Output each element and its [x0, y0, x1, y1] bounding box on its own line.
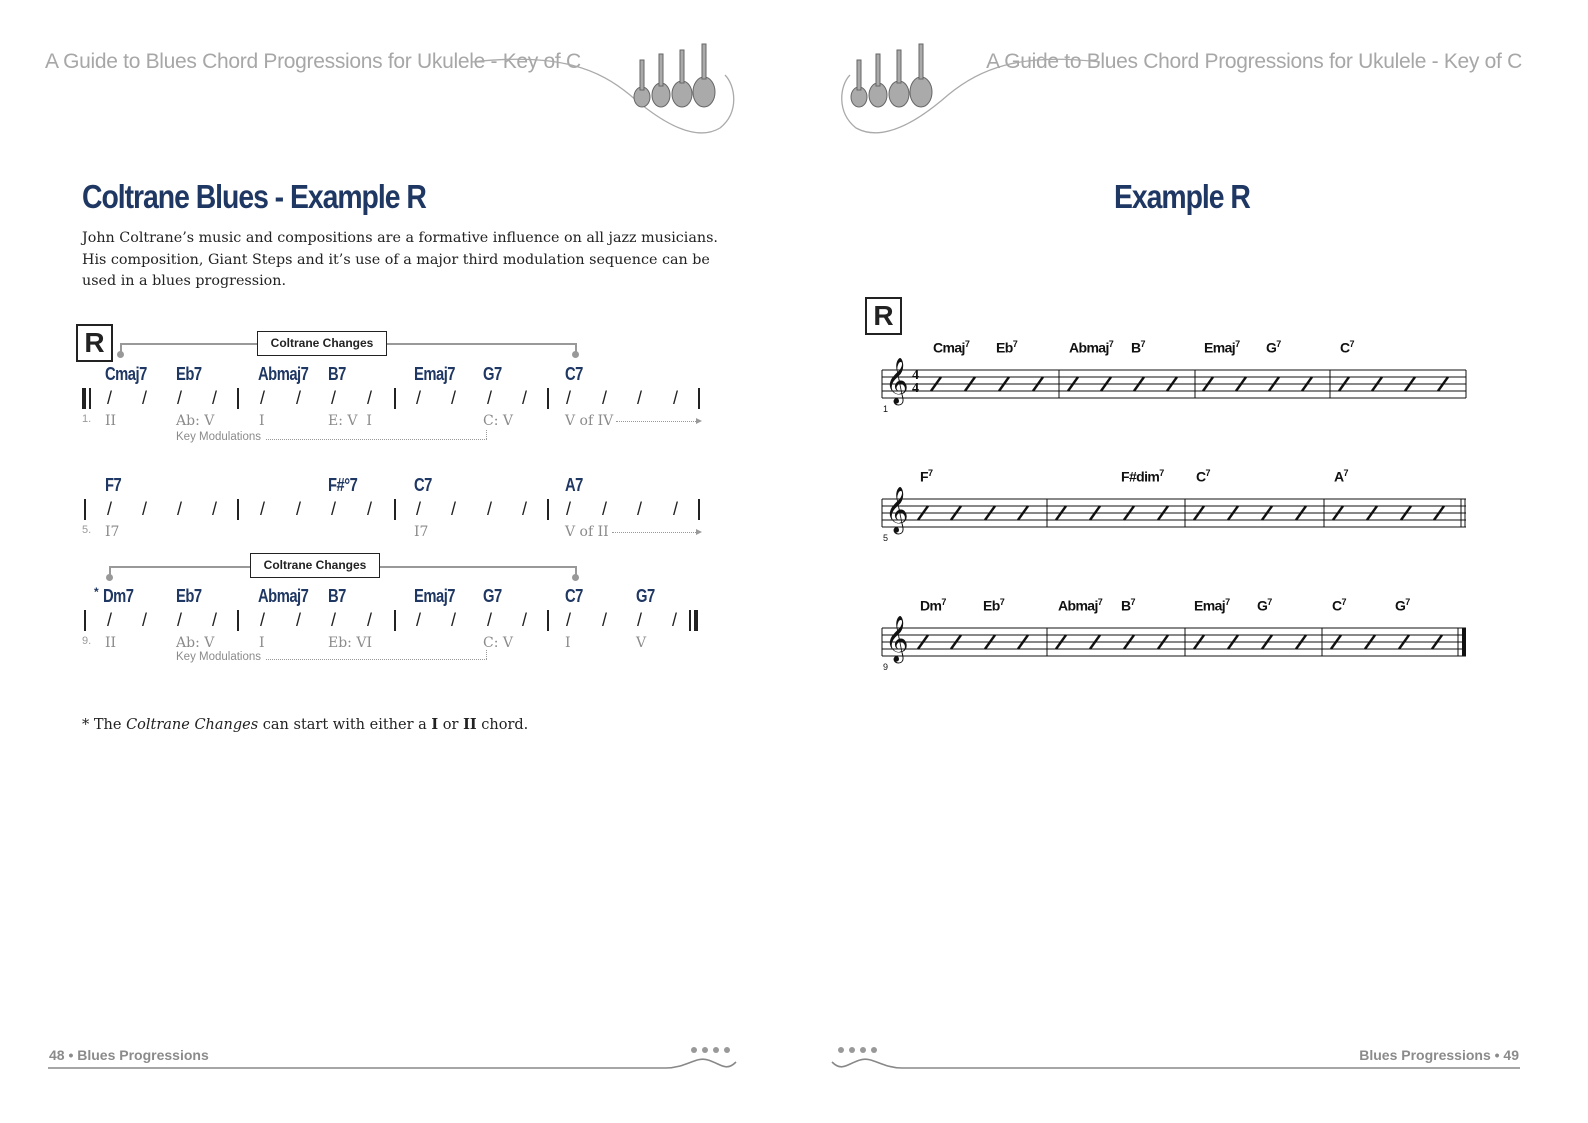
beat-slash: / — [416, 388, 422, 408]
beat-slash: / — [331, 610, 337, 630]
beat-slash: / — [367, 610, 373, 630]
barline — [394, 610, 396, 631]
roman-numeral: C: V — [483, 413, 513, 429]
rehearsal-mark: R — [865, 297, 902, 335]
staff-chord: Eb$^7$ — [996, 339, 1018, 356]
staff-chord: $G^7$ — [1266, 339, 1281, 356]
chord-symbol: Abmaj7 — [258, 586, 309, 606]
barline — [698, 499, 700, 520]
roman-numeral: V of II — [565, 524, 609, 540]
coltrane-changes-label: Coltrane Changes — [250, 553, 380, 578]
beat-slash: / — [296, 610, 302, 630]
staff-chord: Cmaj$^7$ — [933, 339, 970, 356]
chord-symbol: Dm7 — [103, 586, 134, 606]
beat-slash: / — [367, 388, 373, 408]
repeat-end-barline — [694, 610, 698, 631]
beat-slash: / — [522, 610, 528, 630]
ukulele-group-icon — [845, 42, 935, 112]
intro-line: His composition, Giant Steps and it’s use of a major third modulation sequence can be — [82, 251, 710, 268]
chord-symbol: Emaj7 — [414, 586, 456, 606]
staff-system-1 — [878, 360, 1470, 415]
staff-chord: $C^7$ — [1332, 597, 1346, 614]
measure-number: 5. — [82, 524, 92, 536]
chord-symbol: G7 — [636, 586, 655, 606]
key-modulations-line — [266, 659, 487, 660]
key-modulations-line — [266, 439, 487, 440]
beat-slash: / — [566, 610, 572, 630]
beat-slash: / — [673, 388, 679, 408]
staff-chord: $A^7$ — [1334, 468, 1348, 485]
measure-number: 5 — [883, 533, 889, 543]
dotted-arrow-line — [616, 421, 696, 422]
barline — [547, 499, 549, 520]
left-header-title: A Guide to Blues Chord Progressions for Ukulele - Key of C — [45, 50, 581, 73]
treble-clef-icon: 𝄞 — [885, 358, 909, 404]
barline — [84, 499, 86, 520]
time-signature — [912, 369, 919, 395]
barline — [237, 610, 239, 631]
beat-slash: / — [107, 610, 113, 630]
beat-slash: / — [637, 499, 643, 519]
beat-slash: / — [142, 388, 148, 408]
arrow-head — [696, 418, 702, 424]
chord-symbol: C7 — [565, 586, 583, 606]
chord-symbol: B7 — [328, 364, 346, 384]
bracket-dot — [572, 574, 579, 581]
beat-slash: / — [451, 610, 457, 630]
staff-chord: $B^7$ — [1121, 597, 1135, 614]
staff-chord: Eb$^7$ — [983, 597, 1005, 614]
beat-slash: / — [566, 388, 572, 408]
time-signature-top: 4 — [912, 368, 919, 383]
footnote-italic: Coltrane Changes — [126, 717, 259, 733]
roman-numeral: Ab: V — [176, 635, 215, 651]
footnote-chord-ii: II — [463, 716, 477, 733]
treble-clef-icon: 𝄞 — [885, 487, 909, 533]
left-footer-rule — [46, 1042, 740, 1078]
beat-slash: / — [260, 610, 266, 630]
beat-slash: / — [416, 499, 422, 519]
left-footer: 48 • Blues Progressions — [49, 1047, 209, 1063]
roman-numeral: I — [259, 635, 265, 651]
chord-symbol: G7 — [483, 364, 502, 384]
measure-number: 1. — [82, 413, 92, 425]
measure-number: 9 — [883, 662, 889, 672]
roman-numeral: Ab: V — [176, 413, 215, 429]
beat-slash: / — [637, 610, 643, 630]
intro-line: John Coltrane’s music and compositions are a formative influence on all jazz musicians. — [82, 230, 718, 246]
footnote — [82, 716, 528, 733]
chord-symbol: C7 — [565, 364, 583, 384]
repeat-start-barline — [82, 388, 86, 409]
beat-slash: / — [296, 499, 302, 519]
key-modulations-hook — [486, 650, 487, 659]
staff-chord: $G^7$ — [1257, 597, 1272, 614]
chord-symbol: G7 — [483, 586, 502, 606]
beat-slash: / — [367, 499, 373, 519]
beat-slash: / — [212, 388, 218, 408]
barline — [547, 610, 549, 631]
staff-chord: $B^7$ — [1131, 339, 1145, 356]
chord-symbol: C7 — [414, 475, 432, 495]
barline — [698, 388, 700, 409]
beat-slash: / — [177, 610, 183, 630]
beat-slash: / — [331, 388, 337, 408]
intro-paragraph — [82, 228, 718, 293]
beat-slash: / — [637, 388, 643, 408]
beat-slash: / — [177, 499, 183, 519]
roman-numeral: V — [636, 635, 647, 651]
beat-slash: / — [212, 610, 218, 630]
right-header-title: A Guide to Blues Chord Progressions for Ukulele - Key of C — [986, 50, 1522, 73]
barline — [237, 499, 239, 520]
chord-symbol: Eb7 — [176, 364, 202, 384]
arrow-head — [696, 529, 702, 535]
chord-symbol: F#°7 — [328, 475, 358, 495]
ukulele-group-icon — [628, 42, 718, 112]
beat-slash: / — [602, 610, 608, 630]
chord-symbol: Cmaj7 — [105, 364, 147, 384]
beat-slash: / — [260, 388, 266, 408]
right-page-title: Example R — [1114, 178, 1250, 215]
staff-chord: Dm$^7$ — [920, 597, 946, 614]
chord-symbol: F7 — [105, 475, 122, 495]
bracket-dot — [572, 351, 579, 358]
chord-symbol: Emaj7 — [414, 364, 456, 384]
roman-numeral: II — [105, 635, 117, 651]
staff-chord: $G^7$ — [1395, 597, 1410, 614]
barline — [394, 499, 396, 520]
beat-slash: / — [673, 499, 679, 519]
bracket-dot — [106, 574, 113, 581]
staff-system-2 — [878, 489, 1470, 544]
beat-slash: / — [296, 388, 302, 408]
beat-slash: / — [487, 388, 493, 408]
staff-chord: Abmaj$^7$ — [1069, 339, 1114, 356]
intro-line: used in a blues progression. — [82, 273, 287, 289]
beat-slash: / — [260, 499, 266, 519]
right-footer: Blues Progressions • 49 — [1359, 1047, 1519, 1063]
footnote-text: can start with either a — [258, 717, 432, 733]
treble-clef-icon: 𝄞 — [885, 616, 909, 662]
beat-slash: / — [487, 610, 493, 630]
staff-chord: Emaj$^7$ — [1194, 597, 1230, 614]
rehearsal-mark: R — [76, 324, 113, 362]
footnote-chord-i: I — [431, 716, 439, 733]
dotted-arrow-line — [612, 532, 696, 533]
beat-slash: / — [331, 499, 337, 519]
beat-slash: / — [487, 499, 493, 519]
beat-slash: / — [107, 388, 113, 408]
beat-slash: / — [451, 499, 457, 519]
staff-chord: $C^7$ — [1196, 468, 1210, 485]
roman-numeral: I — [565, 635, 571, 651]
beat-slash: / — [142, 499, 148, 519]
coltrane-changes-label: Coltrane Changes — [257, 331, 387, 356]
key-modulations-label: Key Modulations — [176, 651, 262, 663]
roman-numeral: Eb: VI — [328, 635, 372, 651]
staff-chord: F#dim$^7$ — [1121, 468, 1164, 485]
roman-numeral: V of IV — [565, 413, 614, 429]
staff-chord: $F^7$ — [920, 468, 933, 485]
roman-numeral: I7 — [414, 524, 429, 540]
staff-system-3 — [878, 618, 1470, 673]
beat-slash: / — [107, 499, 113, 519]
chord-symbol: A7 — [565, 475, 583, 495]
beat-slash: / — [522, 499, 528, 519]
roman-numeral: I7 — [105, 524, 120, 540]
left-page-title: Coltrane Blues - Example R — [82, 178, 426, 215]
beat-slash: / — [602, 499, 608, 519]
barline — [89, 388, 91, 409]
key-modulations-label: Key Modulations — [176, 431, 262, 443]
beat-slash: / — [177, 388, 183, 408]
barline — [84, 610, 86, 631]
beat-slash: / — [142, 610, 148, 630]
time-signature-bottom: 4 — [912, 381, 919, 396]
barline — [237, 388, 239, 409]
footnote-text: or — [438, 717, 464, 733]
footnote-text: chord. — [476, 717, 529, 733]
beat-slash: / — [416, 610, 422, 630]
key-modulations-hook — [486, 430, 487, 439]
roman-numeral: E: V I — [328, 413, 372, 429]
footnote-text: * The — [82, 717, 127, 733]
barline — [547, 388, 549, 409]
chord-symbol: Eb7 — [176, 586, 202, 606]
measure-number: 9. — [82, 635, 92, 647]
roman-numeral: I — [259, 413, 265, 429]
staff-chord: Emaj$^7$ — [1204, 339, 1240, 356]
staff-chord: $C^7$ — [1340, 339, 1354, 356]
asterisk-mark: * — [94, 585, 99, 599]
beat-slash: / — [522, 388, 528, 408]
measure-number: 1 — [883, 404, 889, 414]
chord-symbol: B7 — [328, 586, 346, 606]
chord-symbol: Abmaj7 — [258, 364, 309, 384]
beat-slash: / — [212, 499, 218, 519]
barline — [689, 610, 691, 631]
roman-numeral: C: V — [483, 635, 513, 651]
bracket-dot — [117, 351, 124, 358]
barline — [394, 388, 396, 409]
beat-slash: / — [672, 610, 678, 630]
staff-chord: Abmaj$^7$ — [1058, 597, 1103, 614]
beat-slash: / — [566, 499, 572, 519]
beat-slash: / — [451, 388, 457, 408]
right-footer-rule — [828, 1042, 1522, 1078]
roman-numeral: II — [105, 413, 117, 429]
beat-slash: / — [602, 388, 608, 408]
